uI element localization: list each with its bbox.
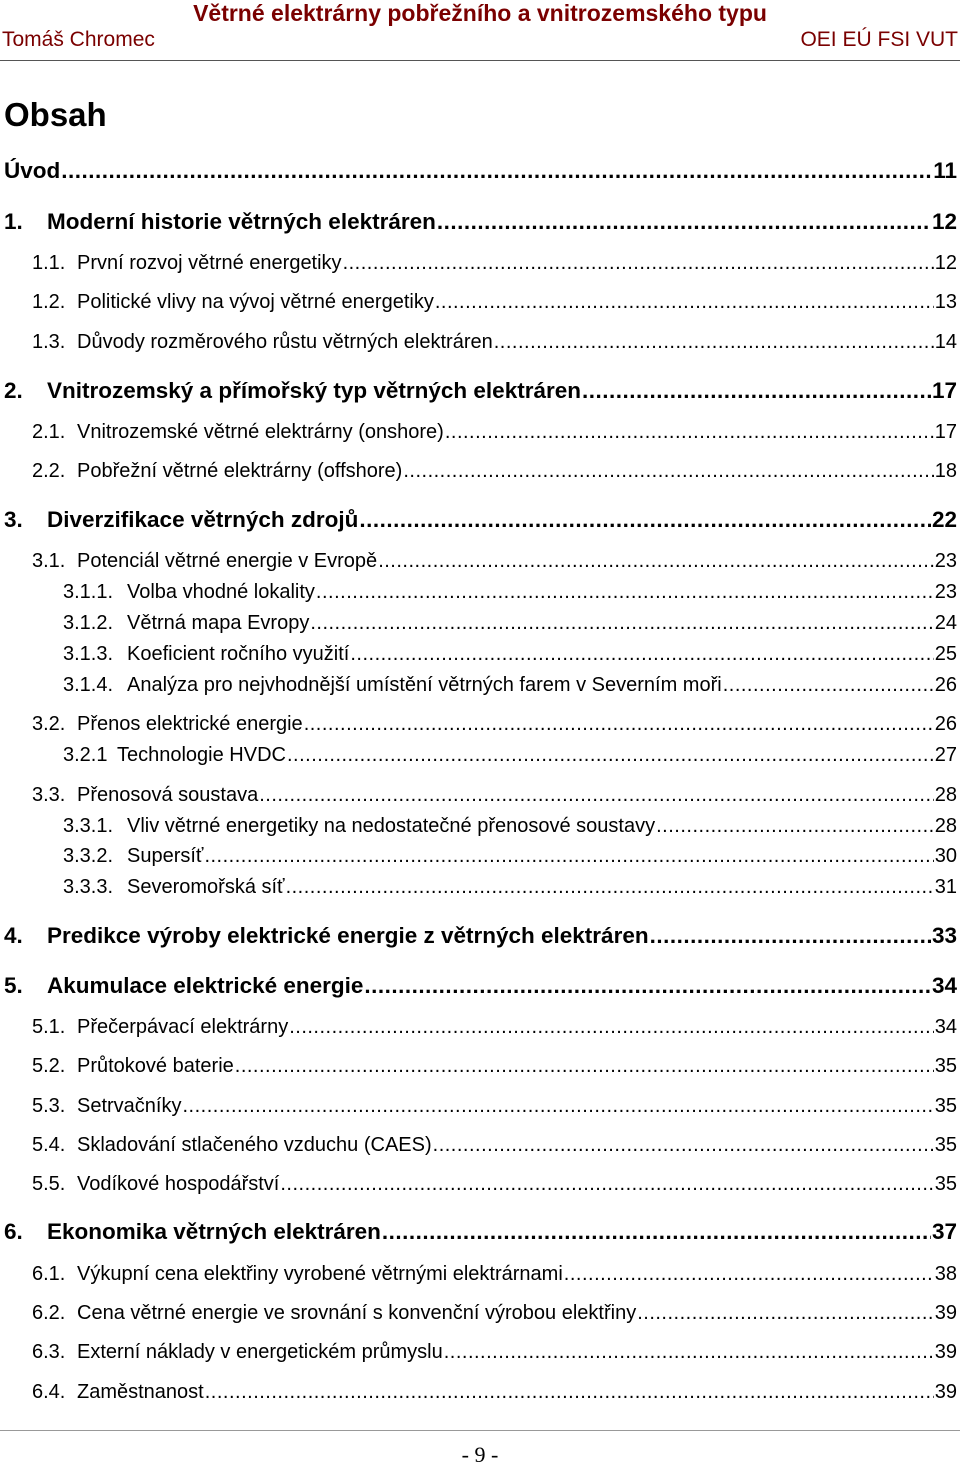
toc-entry-page: 39 bbox=[934, 1341, 957, 1363]
toc-entry-number: 2. bbox=[4, 378, 23, 403]
toc-entry-1-2[interactable] bbox=[32, 291, 957, 314]
dot-leader bbox=[350, 643, 933, 666]
dot-leader bbox=[364, 973, 931, 999]
dot-leader bbox=[403, 460, 933, 483]
toc-entry-page: 14 bbox=[934, 331, 957, 353]
toc-entry-number: 3.2. bbox=[32, 713, 66, 735]
toc-entry-text: Politické vlivy na vývoj větrné energetiky bbox=[77, 291, 434, 313]
dot-leader bbox=[444, 1341, 934, 1364]
page-header bbox=[0, 0, 960, 64]
dot-leader bbox=[61, 158, 932, 184]
dot-leader bbox=[445, 421, 934, 444]
toc-entry-page: 33 bbox=[931, 923, 957, 948]
toc-entry-2-2[interactable] bbox=[32, 460, 957, 483]
toc-entry-number: 6.3. bbox=[32, 1341, 66, 1363]
toc-entry-text: Průtokové baterie bbox=[77, 1055, 234, 1077]
toc-entry-6-1[interactable] bbox=[32, 1263, 957, 1286]
toc-entry-text: Koeficient ročního využití bbox=[127, 643, 350, 665]
toc-heading: Obsah bbox=[4, 96, 107, 133]
toc-entry-text: Volba vhodné lokality bbox=[127, 581, 315, 603]
dot-leader bbox=[435, 291, 934, 314]
toc-entry-text: Technologie HVDC bbox=[117, 744, 286, 766]
dot-leader bbox=[204, 845, 933, 868]
toc-entry-2-1[interactable] bbox=[32, 421, 957, 444]
toc-entry-text: Potenciál větrné energie v Evropě bbox=[77, 550, 378, 572]
toc-entry-chapter-2[interactable] bbox=[4, 378, 957, 404]
toc-entry-text: Akumulace elektrické energie bbox=[47, 973, 364, 998]
toc-entry-chapter-5[interactable] bbox=[4, 973, 957, 999]
toc-entry-5-2[interactable] bbox=[32, 1055, 957, 1078]
toc-entry-text: Větrná mapa Evropy bbox=[127, 612, 310, 634]
toc-entry-number: 6. bbox=[4, 1219, 23, 1244]
dot-leader bbox=[582, 378, 931, 404]
toc-entry-text: Výkupní cena elektřiny vyrobené větrnými elektrárnami bbox=[77, 1263, 563, 1285]
toc-entry-3-1-2[interactable] bbox=[63, 612, 957, 635]
toc-entry-chapter-6[interactable] bbox=[4, 1219, 957, 1245]
dot-leader bbox=[359, 507, 931, 533]
author-name: Tomáš Chromec bbox=[2, 28, 155, 51]
toc-entry-chapter-1[interactable] bbox=[4, 209, 957, 235]
toc-entry-text: Důvody rozměrového růstu větrných elektráren bbox=[77, 331, 493, 353]
toc-entry-page: 23 bbox=[934, 550, 957, 572]
dot-leader bbox=[650, 923, 931, 949]
toc-entry-text: Diverzifikace větrných zdrojů bbox=[47, 507, 359, 532]
toc-entry-3-3-2[interactable] bbox=[63, 845, 957, 868]
toc-entry-page: 35 bbox=[934, 1055, 957, 1077]
toc-entry-6-2[interactable] bbox=[32, 1302, 957, 1325]
toc-entry-page: 38 bbox=[934, 1263, 957, 1285]
toc-entry-text: První rozvoj větrné energetiky bbox=[77, 252, 342, 274]
toc-entry-1-1[interactable] bbox=[32, 252, 957, 275]
toc-entry-page: 17 bbox=[934, 421, 957, 443]
toc-entry-3-1-4[interactable] bbox=[63, 674, 957, 697]
page-number: - 9 - bbox=[461, 1442, 499, 1467]
toc-entry-page: 12 bbox=[934, 252, 957, 274]
toc-entry-3-1-1[interactable] bbox=[63, 581, 957, 604]
dot-leader bbox=[287, 744, 934, 767]
header-divider bbox=[0, 60, 960, 61]
toc-entry-page: 18 bbox=[934, 460, 957, 482]
toc-entry-page: 28 bbox=[934, 815, 957, 837]
toc-entry-page: 27 bbox=[934, 744, 957, 766]
toc-entry-number: 3.3.2. bbox=[63, 845, 114, 867]
dot-leader bbox=[289, 1016, 934, 1039]
toc-entry-page: 34 bbox=[931, 973, 957, 998]
toc-entry-page: 17 bbox=[931, 378, 957, 403]
dot-leader bbox=[723, 674, 934, 697]
toc-entry-number: 5.4. bbox=[32, 1134, 66, 1156]
toc-entry-number: 3.3. bbox=[32, 784, 66, 806]
toc-entry-text: Severomořská síť bbox=[127, 876, 285, 898]
toc-entry-5-3[interactable] bbox=[32, 1095, 957, 1118]
dot-leader bbox=[182, 1095, 933, 1118]
toc-entry-5-5[interactable] bbox=[32, 1173, 957, 1196]
toc-entry-text: Vliv větrné energetiky na nedostatečné přenosové soustavy bbox=[127, 815, 656, 837]
toc-entry-number: 1.1. bbox=[32, 252, 66, 274]
toc-entry-text: Ekonomika větrných elektráren bbox=[47, 1219, 381, 1244]
toc-entry-page: 31 bbox=[934, 876, 957, 898]
toc-entry-text: Setrvačníky bbox=[77, 1095, 182, 1117]
toc-entry-page: 39 bbox=[934, 1381, 957, 1403]
toc-entry-text: Přenosová soustava bbox=[77, 784, 259, 806]
dot-leader bbox=[343, 252, 934, 275]
toc-entry-page: 24 bbox=[934, 612, 957, 634]
toc-entry-number: 3.1.2. bbox=[63, 612, 114, 634]
toc-entry-chapter-4[interactable] bbox=[4, 923, 957, 949]
dot-leader bbox=[235, 1055, 934, 1078]
toc-entry-chapter-3[interactable] bbox=[4, 507, 957, 533]
document-title: Větrné elektrárny pobřežního a vnitrozemského typu bbox=[193, 0, 767, 26]
toc-entry-text: Přenos elektrické energie bbox=[77, 713, 303, 735]
toc-entry-text: Zaměstnanost bbox=[77, 1381, 204, 1403]
toc-entry-3-2[interactable] bbox=[32, 713, 957, 736]
dot-leader bbox=[378, 550, 934, 573]
toc-entry-number: 1.2. bbox=[32, 291, 66, 313]
toc-entry-text: Vnitrozemský a přímořský typ větrných elektráren bbox=[47, 378, 581, 403]
dot-leader bbox=[304, 713, 934, 736]
toc-entry-page: 35 bbox=[934, 1134, 957, 1156]
toc-entry-number: 5.2. bbox=[32, 1055, 66, 1077]
footer-divider bbox=[0, 1430, 960, 1431]
toc-entry-number: 3. bbox=[4, 507, 23, 532]
dot-leader bbox=[310, 612, 933, 635]
toc-entry-number: 6.4. bbox=[32, 1381, 66, 1403]
toc-entry-page: 13 bbox=[934, 291, 957, 313]
toc-entry-uvod[interactable] bbox=[4, 158, 957, 184]
toc-entry-number: 3.3.3. bbox=[63, 876, 114, 898]
dot-leader bbox=[205, 1381, 934, 1404]
toc-entry-page: 22 bbox=[931, 507, 957, 532]
toc-entry-number: 4. bbox=[4, 923, 23, 948]
toc-entry-number: 5.1. bbox=[32, 1016, 66, 1038]
toc-entry-text: Vnitrozemské větrné elektrárny (onshore) bbox=[77, 421, 444, 443]
toc-entry-5-4[interactable] bbox=[32, 1134, 957, 1157]
toc-entry-5-1[interactable] bbox=[32, 1016, 957, 1039]
toc-entry-text: Moderní historie větrných elektráren bbox=[47, 209, 436, 234]
toc-entry-page: 28 bbox=[934, 784, 957, 806]
institute-name: OEI EÚ FSI VUT bbox=[800, 28, 958, 51]
toc-entry-number: 5. bbox=[4, 973, 23, 998]
toc-entry-number: 6.2. bbox=[32, 1302, 66, 1324]
dot-leader bbox=[656, 815, 934, 838]
toc-entry-page: 35 bbox=[934, 1173, 957, 1195]
toc-entry-text: Vodíkové hospodářství bbox=[77, 1173, 280, 1195]
toc-entry-text: Supersíť bbox=[127, 845, 204, 867]
toc-entry-page: 12 bbox=[931, 209, 957, 234]
toc-entry-number: 3.2.1 bbox=[63, 744, 108, 766]
toc-entry-text: Predikce výroby elektrické energie z větrných elektráren bbox=[47, 923, 649, 948]
dot-leader bbox=[382, 1219, 931, 1245]
toc-entry-page: 37 bbox=[931, 1219, 957, 1244]
toc-entry-number: 3.1.1. bbox=[63, 581, 114, 603]
toc-entry-page: 39 bbox=[934, 1302, 957, 1324]
toc-entry-3-3-3[interactable] bbox=[63, 876, 957, 899]
toc-entry-text: Pobřežní větrné elektrárny (offshore) bbox=[77, 460, 403, 482]
toc-entry-page: 25 bbox=[934, 643, 957, 665]
toc-entry-number: 1.3. bbox=[32, 331, 66, 353]
toc-entry-3-3-1[interactable] bbox=[63, 815, 957, 838]
toc-entry-text: Cena větrné energie ve srovnání s konvenční výrobou elektřiny bbox=[77, 1302, 637, 1324]
dot-leader bbox=[316, 581, 934, 604]
toc-entry-page: 30 bbox=[934, 845, 957, 867]
toc-entry-page: 26 bbox=[934, 674, 957, 696]
toc-entry-text: Přečerpávací elektrárny bbox=[77, 1016, 289, 1038]
dot-leader bbox=[437, 209, 931, 235]
toc-entry-1-3[interactable] bbox=[32, 331, 957, 354]
toc-entry-3-2-1[interactable] bbox=[63, 744, 957, 767]
dot-leader bbox=[494, 331, 934, 354]
toc-entry-3-1-3[interactable] bbox=[63, 643, 957, 666]
toc-entry-text: Externí náklady v energetickém průmyslu bbox=[77, 1341, 443, 1363]
toc-entry-page: 35 bbox=[934, 1095, 957, 1117]
dot-leader bbox=[259, 784, 934, 807]
toc-entry-3-1[interactable] bbox=[32, 550, 957, 573]
toc-entry-number: 3.1.4. bbox=[63, 674, 114, 696]
toc-entry-number: 3.3.1. bbox=[63, 815, 114, 837]
toc-entry-page: 26 bbox=[934, 713, 957, 735]
toc-entry-number: 6.1. bbox=[32, 1263, 66, 1285]
toc-entry-number: 2.1. bbox=[32, 421, 66, 443]
toc-entry-number: 5.3. bbox=[32, 1095, 66, 1117]
dot-leader bbox=[433, 1134, 934, 1157]
dot-leader bbox=[280, 1173, 933, 1196]
dot-leader bbox=[637, 1302, 934, 1325]
toc-entry-text: Analýza pro nejvhodnější umístění větrných farem v Severním moři bbox=[127, 674, 722, 696]
toc-entry-page: 34 bbox=[934, 1016, 957, 1038]
toc-entry-3-3[interactable] bbox=[32, 784, 957, 807]
dot-leader bbox=[286, 876, 934, 899]
toc-entry-number: 3.1.3. bbox=[63, 643, 114, 665]
toc-entry-6-4[interactable] bbox=[32, 1381, 957, 1404]
toc-entry-number: 5.5. bbox=[32, 1173, 66, 1195]
toc-entry-number: 2.2. bbox=[32, 460, 66, 482]
toc-entry-page: 11 bbox=[933, 158, 957, 183]
toc-entry-number: 1. bbox=[4, 209, 23, 234]
toc-entry-6-3[interactable] bbox=[32, 1341, 957, 1364]
toc-entry-page: 23 bbox=[934, 581, 957, 603]
toc-entry-text: Skladování stlačeného vzduchu (CAES) bbox=[77, 1134, 432, 1156]
dot-leader bbox=[564, 1263, 934, 1286]
toc-entry-number: 3.1. bbox=[32, 550, 66, 572]
toc-entry-text: Úvod bbox=[4, 158, 61, 183]
